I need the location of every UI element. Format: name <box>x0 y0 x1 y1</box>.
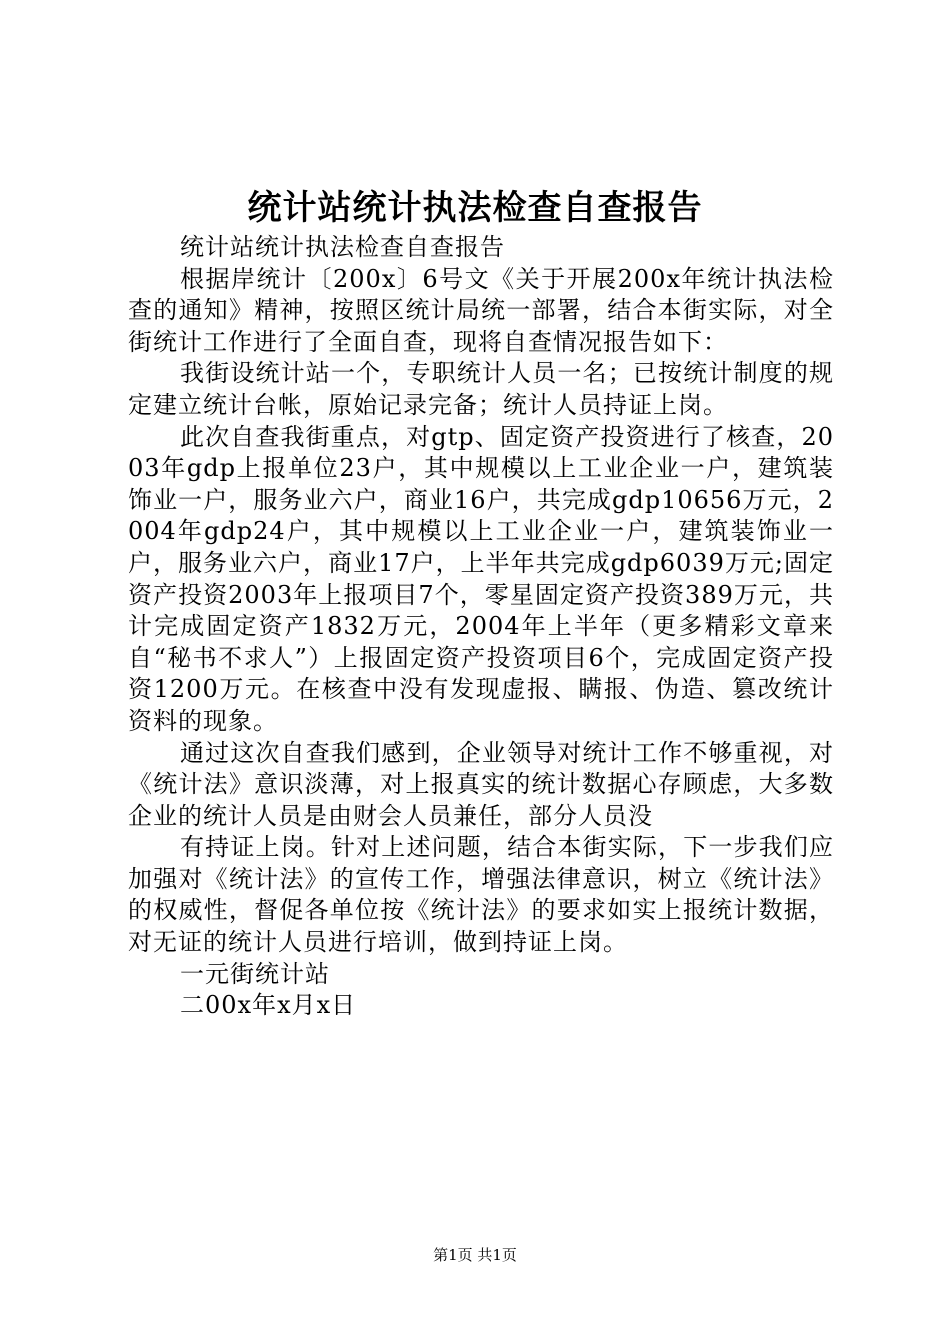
page-number-footer: 第1页 共1页 <box>433 1246 517 1264</box>
findings-paragraph: 通过这次自查我们感到，企业领导对统计工作不够重视，对《统计法》意识淡薄，对上报真实的统计数据心存顾虑，大多数企业的统计人员是由财会人员兼任，部分人员没 <box>128 738 834 830</box>
subtitle-paragraph: 统计站统计执法检查自查报告 <box>180 233 505 261</box>
inspection-paragraph: 此次自查我街重点，对gtp、固定资产投资进行了核查，2003年gdp上报单位23户，其中规模以上工业企业一户，建筑装饰业一户，服务业六户，商业16户，共完成gdp10656万元，2004年gdp24户，其中规模以上工业企业一户，建筑装饰业一户，服务业六户，商业17户，上半年共完成gdp6039万元;固定资产投资2003年上报项目7个，零星固定资产投资389万元，共计完成固定资产1832万元，2004年上半年（更多精彩文章来自“秘书不求人”）上报固定资产投资项目6个，完成固定资产投资1200万元。在核查中没有发现虚报、瞒报、伪造、篡改统计资料的现象。 <box>128 422 834 735</box>
staffing-paragraph: 我街设统计站一个，专职统计人员一名；已按统计制度的规定建立统计台帐，原始记录完备；统计人员持证上岗。 <box>128 359 834 419</box>
signature-organization: 一元街统计站 <box>180 959 330 988</box>
signature-date: 二00x年x月x日 <box>180 991 357 1020</box>
next-steps-paragraph: 有持证上岗。针对上述问题，结合本街实际，下一步我们应加强对《统计法》的宣传工作，增强法律意识，树立《统计法》的权威性，督促各单位按《统计法》的要求如实上报统计数据，对无证的统计人员进行培训，做到持证上岗。 <box>128 833 834 957</box>
document-title: 统计站统计执法检查自查报告 <box>247 188 703 228</box>
intro-paragraph: 根据岸统计〔200x〕6号文《关于开展200x年统计执法检查的通知》精神，按照区统计局统一部署，结合本街实际，对全街统计工作进行了全面自查，现将自查情况报告如下： <box>128 264 834 356</box>
document-body <box>128 232 834 1022</box>
